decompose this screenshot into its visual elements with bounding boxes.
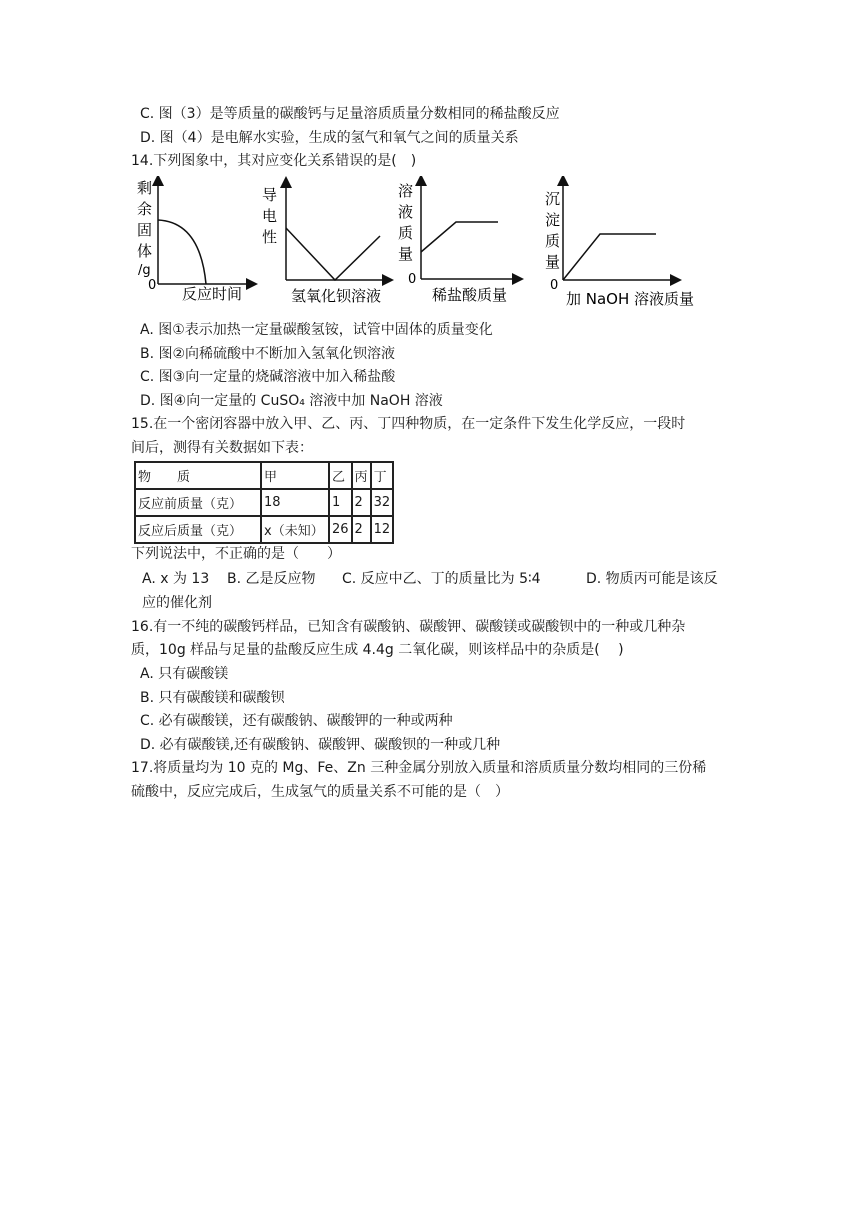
table-cell: 反应前质量（克） (135, 489, 261, 516)
graph-4-precipitate-mass (545, 180, 694, 308)
q16-option-a: A. 只有碳酸镁 (140, 666, 229, 682)
table-header-cell: 甲 (261, 462, 329, 489)
q15-option-c: C. 反应中乙、丁的质量比为 5∶4 (342, 571, 541, 587)
table-header-cell: 丙 (352, 462, 371, 489)
q15-data-table (134, 461, 394, 544)
q15-stem-line2: 间后，测得有关数据如下表： (131, 440, 313, 456)
table-cell: 2 (352, 516, 371, 543)
q14-option-d: D. 图④向一定量的 CuSO₄ 溶液中加 NaOH 溶液 (140, 393, 443, 409)
graph-1-ylabel-2: 余 (137, 200, 153, 218)
q15-option-d-cont: 应的催化剂 (142, 595, 212, 611)
table-row (135, 489, 393, 516)
table-cell: 26 (329, 516, 352, 543)
q13-option-c: C. 图（3）是等质量的碳酸钙与足量溶质质量分数相同的稀盐酸反应 (140, 106, 560, 122)
q14-option-b: B. 图②向稀硫酸中不断加入氢氧化钡溶液 (140, 346, 396, 362)
q14-graphs-figure (130, 176, 730, 316)
graph-1-remaining-solid (137, 179, 252, 303)
q16-stem-line1: 16.有一不纯的碳酸钙样品，已知含有碳酸钠、碳酸钾、碳酸镁或碳酸钡中的一种或几种杂 (131, 619, 686, 635)
table-cell: x（未知） (261, 516, 329, 543)
graph-1-ylabel-4: 体 (137, 242, 153, 260)
graph-3-ylabel-3: 质 (398, 224, 414, 242)
q16-option-b: B. 只有碳酸镁和碳酸钡 (140, 690, 285, 706)
graph-4-ylabel-2: 淀 (545, 211, 561, 229)
graph-1-xlabel: 反应时间 (182, 285, 243, 303)
table-header-cell: 物 质 (135, 462, 261, 489)
q14-stem: 14.下列图象中，其对应变化关系错误的是( ) (131, 153, 417, 169)
graph-4-xlabel: 加 NaOH 溶液质量 (566, 290, 695, 308)
graph-4-ylabel-3: 质 (545, 232, 561, 250)
q16-option-c: C. 必有碳酸镁，还有碳酸钠、碳酸钾的一种或两种 (140, 713, 453, 729)
table-cell: 12 (371, 516, 394, 543)
graph-3-origin: 0 (408, 272, 417, 287)
graph-4-origin: 0 (550, 278, 559, 293)
graph-2-conductivity (262, 182, 388, 305)
graph-3-solution-mass (398, 180, 518, 304)
table-row (135, 462, 393, 489)
graph-2-ylabel-3: 性 (262, 228, 278, 246)
table-cell: 32 (371, 489, 394, 516)
table-cell: 18 (261, 489, 329, 516)
graph-3-ylabel-4: 量 (398, 245, 414, 263)
graph-1-origin: 0 (148, 278, 157, 293)
table-header-cell: 乙 (329, 462, 352, 489)
q15-question: 下列说法中，不正确的是（ ） (131, 546, 341, 562)
graph-4-ylabel-4: 量 (545, 253, 561, 271)
graph-1-ylabel-5: /g (138, 263, 151, 278)
table-cell: 1 (329, 489, 352, 516)
graph-3-ylabel-1: 溶 (398, 182, 414, 200)
q17-stem-line2: 硫酸中，反应完成后，生成氢气的质量关系不可能的是（ ） (131, 784, 509, 800)
q16-stem-line2: 质，10g 样品与足量的盐酸反应生成 4.4g 二氧化碳，则该样品中的杂质是( ) (131, 642, 624, 658)
q15-option-b: B. 乙是反应物 (227, 571, 316, 587)
graph-1-ylabel-3: 固 (137, 221, 153, 239)
table-header-cell: 丁 (371, 462, 394, 489)
graph-2-xlabel: 氢氧化钡溶液 (291, 287, 382, 305)
table-cell: 反应后质量（克） (135, 516, 261, 543)
q15-option-a: A. x 为 13 (142, 571, 210, 587)
graph-3-xlabel: 稀盐酸质量 (432, 286, 508, 304)
q15-option-d: D. 物质丙可能是该反 (586, 571, 718, 587)
table-cell: 2 (352, 489, 371, 516)
q15-stem-line1: 15.在一个密闭容器中放入甲、乙、丙、丁四种物质，在一定条件下发生化学反应，一段时 (131, 416, 686, 432)
q17-stem-line1: 17.将质量均为 10 克的 Mg、Fe、Zn 三种金属分别放入质量和溶质质量分数均相同的三份稀 (131, 760, 707, 776)
graph-2-ylabel-2: 电 (262, 207, 278, 225)
q13-option-d: D. 图（4）是电解水实验，生成的氢气和氧气之间的质量关系 (140, 130, 519, 146)
graph-3-ylabel-2: 液 (398, 203, 414, 221)
q14-option-a: A. 图①表示加热一定量碳酸氢铵，试管中固体的质量变化 (140, 322, 493, 338)
q16-option-d: D. 必有碳酸镁,还有碳酸钠、碳酸钾、碳酸钡的一种或几种 (140, 737, 501, 753)
graph-2-ylabel-1: 导 (262, 186, 278, 204)
graph-1-ylabel-1: 剩 (137, 179, 153, 197)
table-row (135, 516, 393, 543)
graph-4-ylabel-1: 沉 (545, 190, 561, 208)
q14-option-c: C. 图③向一定量的烧碱溶液中加入稀盐酸 (140, 369, 396, 385)
